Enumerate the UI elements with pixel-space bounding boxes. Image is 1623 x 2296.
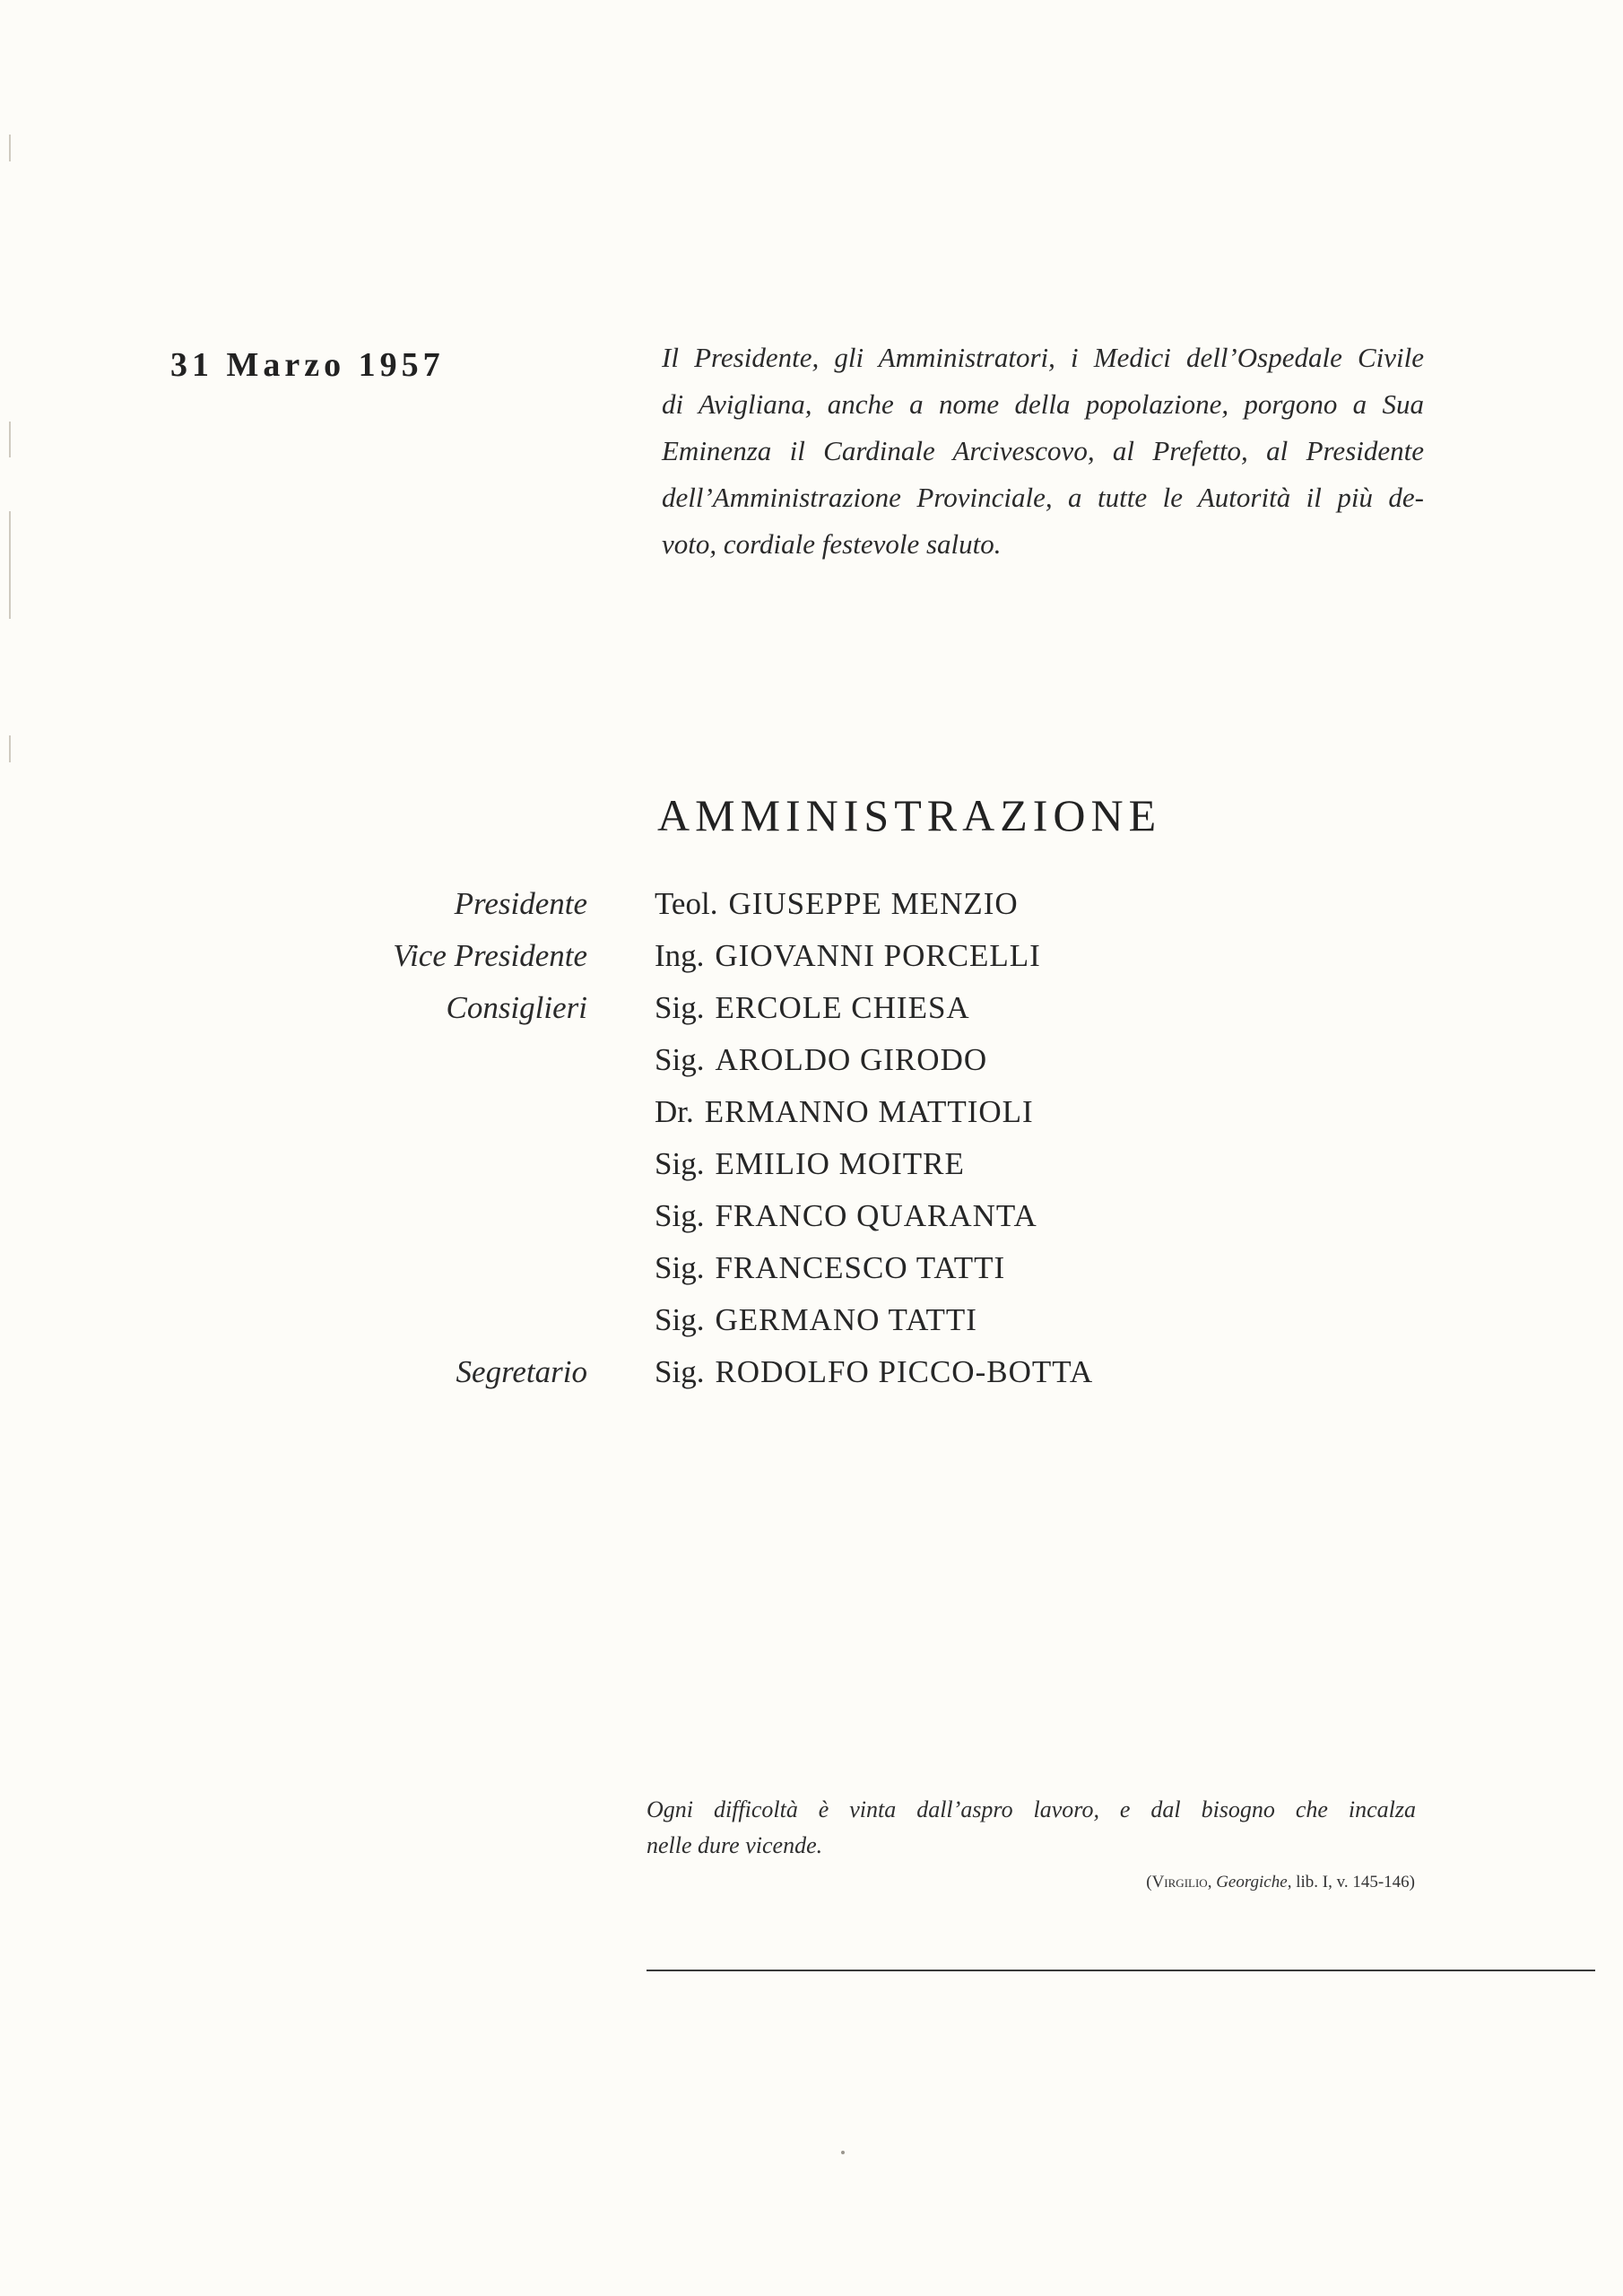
- member-name: FRANCESCO TATTI: [715, 1250, 1006, 1285]
- admin-row: [0, 1196, 1623, 1248]
- admin-member: [655, 1300, 977, 1341]
- member-name: FRANCO QUARANTA: [715, 1198, 1037, 1233]
- admin-member: [655, 1352, 1093, 1393]
- admin-role: Presidente: [454, 886, 587, 921]
- admin-member: [655, 987, 970, 1029]
- source-work: Georgiche: [1216, 1873, 1288, 1892]
- admin-role: Vice Presidente: [393, 938, 587, 973]
- greeting-line: Eminenza il Cardinale Arcivescovo, al Prefetto, al Presidente: [662, 435, 1424, 466]
- member-title: Sig.: [655, 1302, 705, 1337]
- member-title: Sig.: [655, 1250, 705, 1285]
- admin-member: [655, 1196, 1037, 1237]
- member-name: GIUSEPPE MENZIO: [728, 886, 1019, 921]
- epigraph-quote: [647, 1792, 1416, 1864]
- document-date: 31 Marzo 1957: [170, 346, 445, 384]
- administration-list: [0, 883, 1623, 1404]
- member-title: Sig.: [655, 1042, 705, 1077]
- admin-row: [0, 1091, 1623, 1144]
- member-name: ERCOLE CHIESA: [715, 990, 970, 1025]
- quote-line: nelle dure vicende.: [647, 1832, 823, 1858]
- greeting-line: dell’Amministrazione Provinciale, a tutte le Autorità il più de-: [662, 482, 1424, 513]
- admin-row: [0, 1248, 1623, 1300]
- admin-member: [655, 1144, 965, 1185]
- admin-row: [0, 883, 1623, 935]
- admin-member: [655, 935, 1041, 977]
- admin-row: [0, 1300, 1623, 1352]
- member-title: Sig.: [655, 1198, 705, 1233]
- admin-role: Segretario: [456, 1354, 587, 1389]
- binding-mark: [9, 135, 11, 161]
- admin-member: [655, 1091, 1034, 1133]
- admin-member: [655, 883, 1019, 925]
- member-name: GERMANO TATTI: [715, 1302, 977, 1337]
- binding-mark: [9, 735, 11, 762]
- admin-member: [655, 1039, 987, 1081]
- admin-row: [0, 935, 1623, 987]
- member-title: Sig.: [655, 990, 705, 1025]
- admin-row: [0, 1039, 1623, 1091]
- member-name: GIOVANNI PORCELLI: [715, 938, 1041, 973]
- admin-row: [0, 1144, 1623, 1196]
- member-name: RODOLFO PICCO-BOTTA: [715, 1354, 1094, 1389]
- greeting-line: di Avigliana, anche a nome della popolazione, porgono a Sua: [662, 388, 1424, 420]
- member-title: Ing.: [655, 938, 705, 973]
- member-title: Sig.: [655, 1354, 705, 1389]
- binding-mark: [9, 422, 11, 457]
- binding-mark: [9, 511, 11, 619]
- admin-role: Consiglieri: [446, 990, 587, 1025]
- horizontal-rule: [647, 1970, 1595, 1971]
- member-name: AROLDO GIRODO: [715, 1042, 988, 1077]
- greeting-paragraph: [662, 335, 1424, 568]
- greeting-line: Il Presidente, gli Amministratori, i Medici dell’Ospedale Civile: [662, 342, 1424, 373]
- member-name: ERMANNO MATTIOLI: [704, 1094, 1034, 1129]
- source-open: (: [1146, 1873, 1152, 1892]
- admin-row: [0, 1352, 1623, 1404]
- administration-heading: AMMINISTRAZIONE: [657, 790, 1162, 840]
- source-sep: ,: [1207, 1873, 1217, 1892]
- source-ref: , lib. I, v. 145-146): [1287, 1873, 1415, 1892]
- member-name: EMILIO MOITRE: [715, 1146, 965, 1181]
- paper-speck: [841, 2151, 845, 2154]
- quote-source: [1146, 1873, 1415, 1892]
- greeting-line: voto, cordiale festevole saluto.: [662, 528, 1002, 560]
- admin-row: [0, 987, 1623, 1039]
- admin-member: [655, 1248, 1005, 1289]
- source-author: Virgilio: [1151, 1873, 1208, 1892]
- member-title: Sig.: [655, 1146, 705, 1181]
- member-title: Dr.: [655, 1094, 694, 1129]
- member-title: Teol.: [655, 886, 718, 921]
- quote-line: Ogni difficoltà è vinta dall’aspro lavoro, e dal bisogno che incalza: [647, 1796, 1416, 1822]
